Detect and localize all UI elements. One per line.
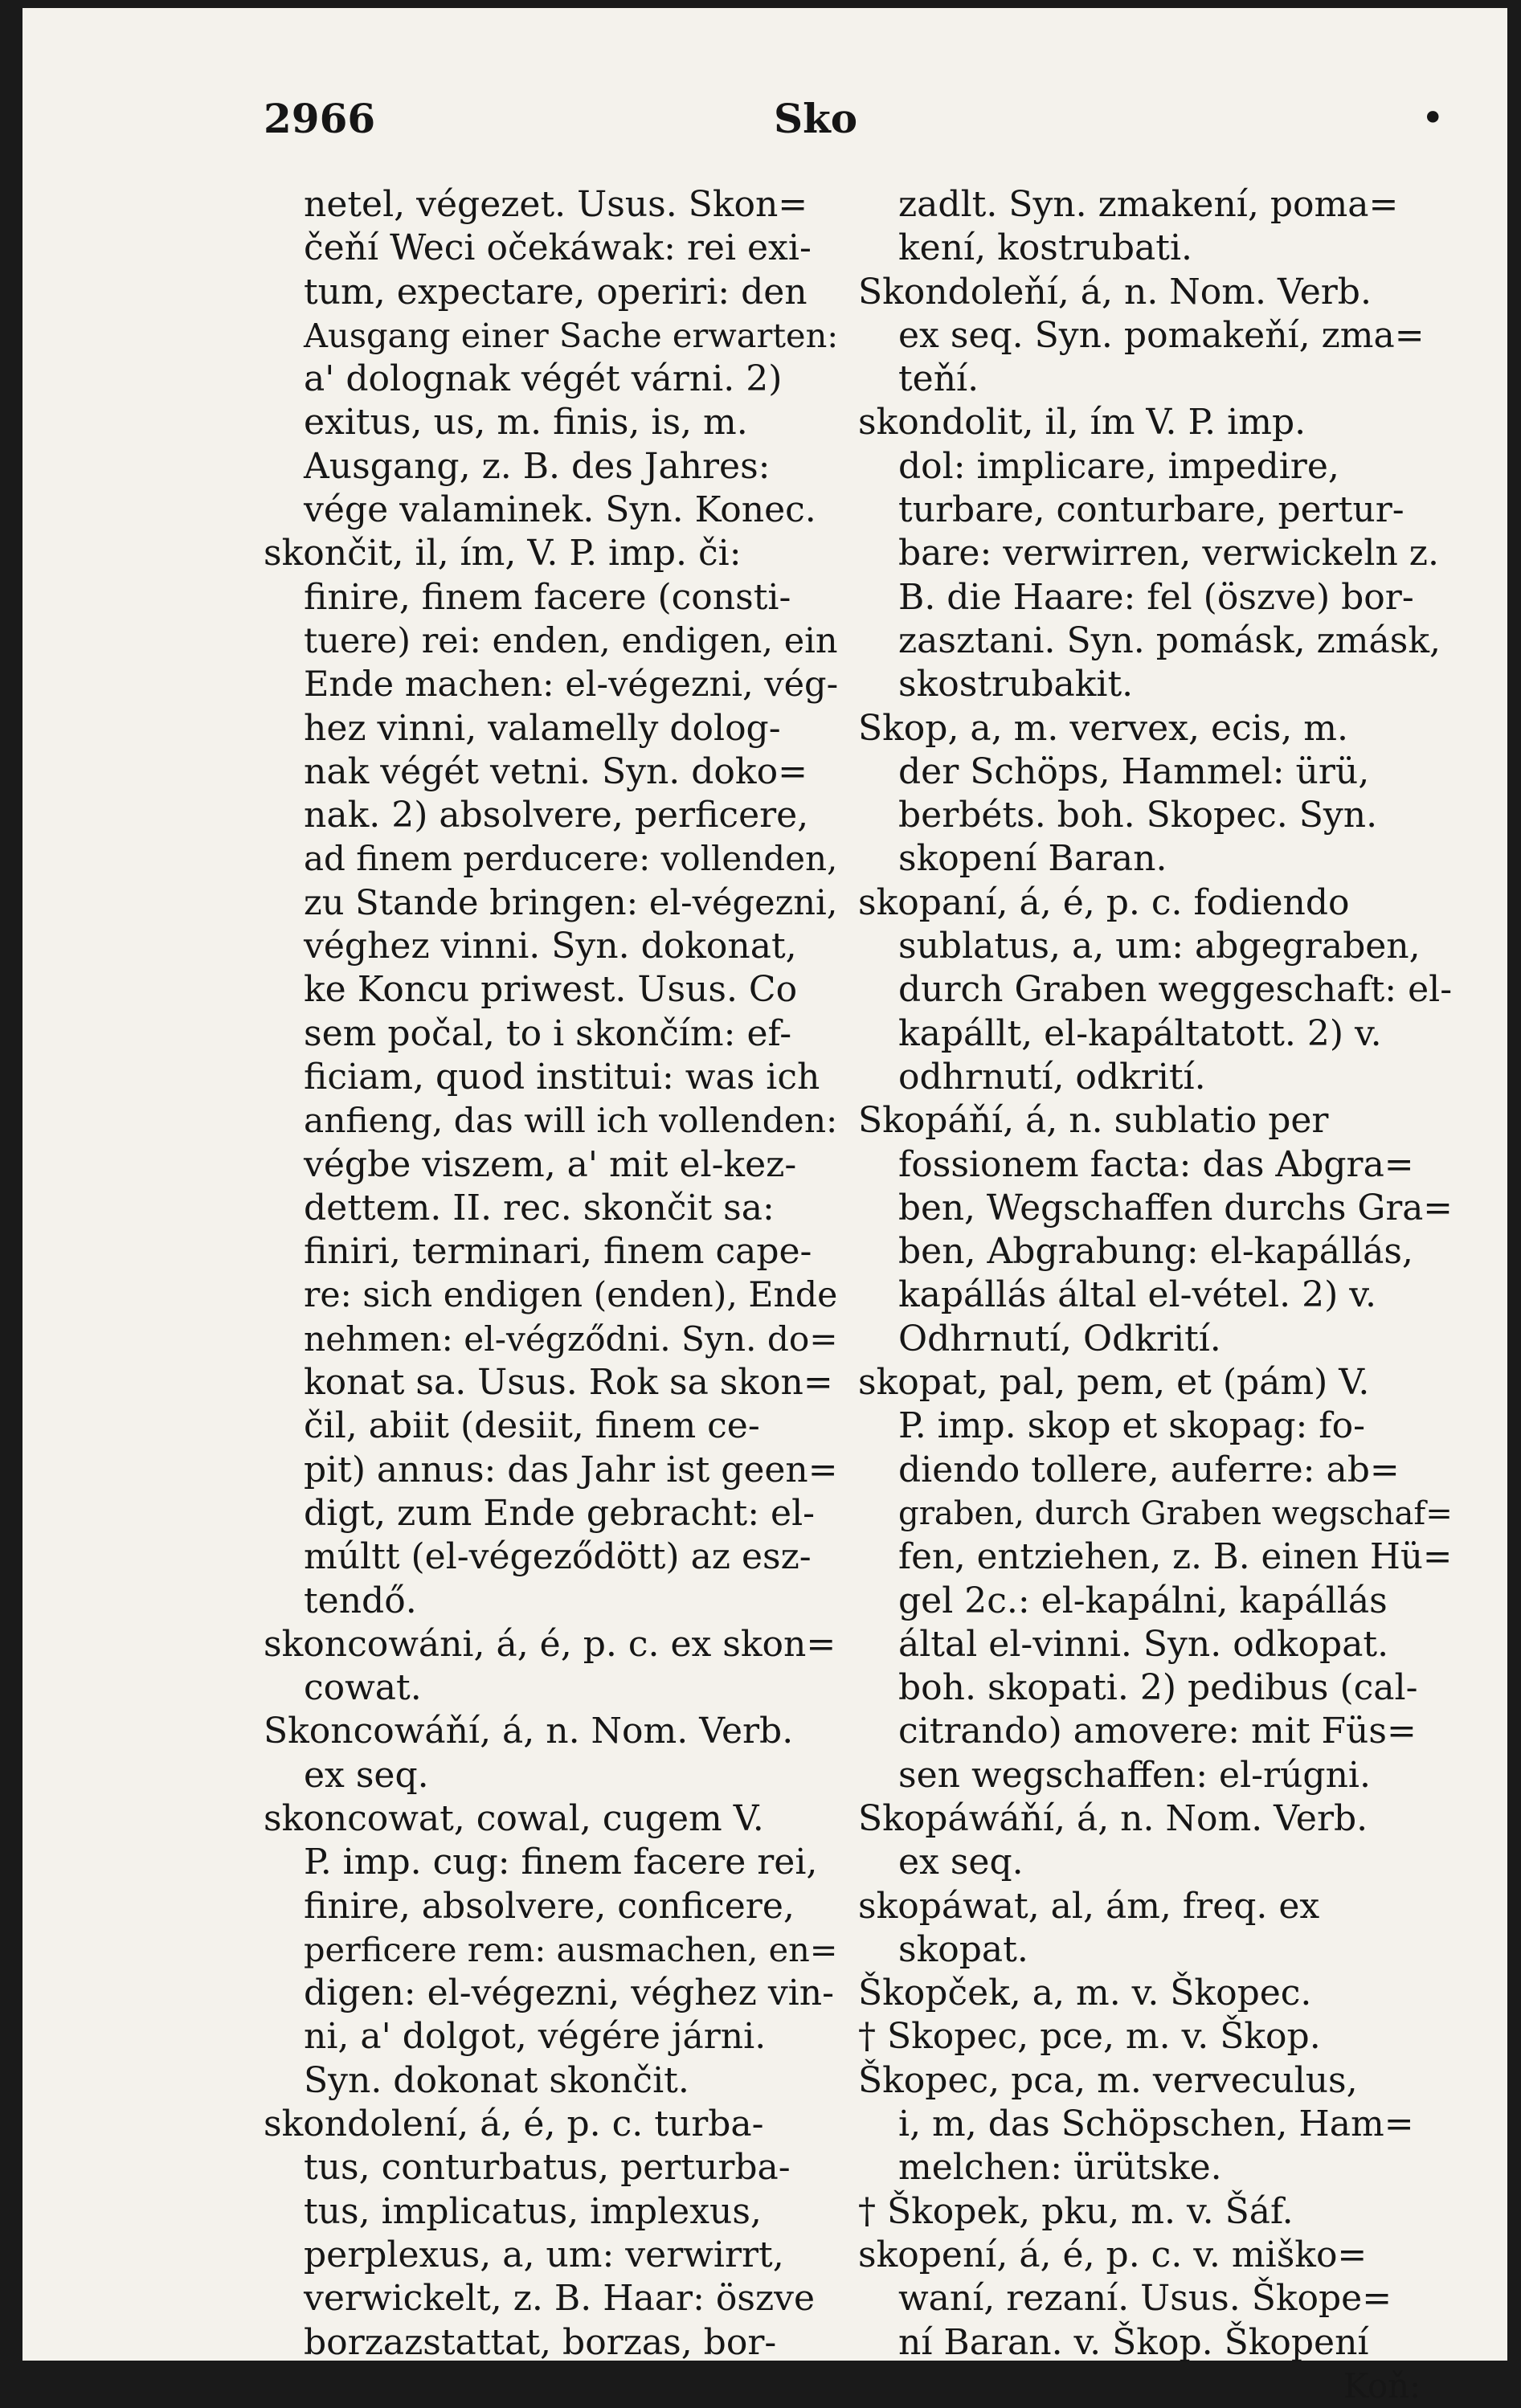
text-line: digen: el-végezni, véghez vin-: [304, 1973, 834, 2014]
text-line: nak. 2) absolvere, perficere,: [304, 795, 809, 836]
text-line: Skop, a, m. vervex, ecis, m.: [858, 707, 1348, 749]
text-line: graben, durch Graben wegschaf=: [898, 1494, 1453, 1532]
text-line: dettem. II. rec. skončit sa:: [304, 1187, 775, 1229]
text-line: perplexus, a, um: verwirrt,: [304, 2234, 784, 2275]
text-line: hez vinni, valamelly dolog-: [304, 707, 781, 749]
text-line: gel 2c.: el-kapálni, kapállás: [898, 1580, 1388, 1621]
page-number: 2966: [264, 95, 376, 142]
text-line: turbare, conturbare, pertur-: [898, 489, 1404, 531]
text-line: Skopáňí, á, n. sublatio per: [858, 1100, 1329, 1142]
text-line: cowat.: [304, 1667, 422, 1709]
text-line: Odhrnutí, Odkrití.: [898, 1318, 1221, 1359]
text-line: zadlt. Syn. zmakení, poma=: [898, 184, 1399, 225]
text-line: vége valaminek. Syn. Konec.: [304, 489, 816, 531]
text-line: Ausgang, z. B. des Jahres:: [304, 445, 771, 487]
text-line: fossionem facta: das Abgra=: [898, 1143, 1414, 1185]
text-line: tus, conturbatus, perturba-: [304, 2147, 791, 2189]
text-line: tendő.: [304, 1580, 417, 1621]
text-line: verwickelt, z. B. Haar: öszve: [304, 2278, 816, 2320]
text-line: skopáwat, al, ám, freq. ex: [858, 1885, 1320, 1927]
running-head: Sko: [774, 95, 858, 142]
text-line: finire, finem facere (consti-: [304, 576, 791, 618]
text-line: B. die Haare: fel (öszve) bor-: [898, 576, 1414, 618]
text-line: čeňí Weci očekáwak: rei exi-: [304, 227, 812, 269]
text-line: kapállt, el-kapáltatott. 2) v.: [898, 1012, 1382, 1054]
header-mark: •: [1421, 95, 1445, 141]
text-line: anfieng, das will ich vollenden:: [304, 1101, 838, 1141]
text-line: skondolení, á, é, p. c. turba-: [264, 2103, 764, 2145]
text-line: re: sich endigen (enden), Ende: [304, 1275, 838, 1316]
text-line: kapállás által el-vétel. 2) v.: [898, 1274, 1376, 1316]
text-line: i, m, das Schöpschen, Ham=: [898, 2103, 1414, 2145]
text-line: ní Baran. v. Škop. Škopení: [898, 2321, 1369, 2363]
text-line: durch Graben weggeschaft: el-: [898, 969, 1453, 1011]
text-line: Syn. dokonat skončit.: [304, 2059, 689, 2101]
text-line: skopaní, á, é, p. c. fodiendo: [858, 881, 1350, 923]
text-line: ke Koncu priwest. Usus. Co: [304, 969, 798, 1011]
left-column: [264, 183, 838, 2365]
text-line: skoncowat, cowal, cugem V.: [264, 1797, 764, 1839]
text-line: Skoncowáňí, á, n. Nom. Verb.: [264, 1711, 794, 1752]
text-line: diendo tollere, auferre: ab=: [898, 1449, 1400, 1490]
text-line: berbéts. boh. Skopec. Syn.: [898, 795, 1378, 836]
text-line: perficere rem: ausmachen, en=: [304, 1930, 838, 1969]
text-line: skondolit, il, ím V. P. imp.: [858, 402, 1306, 444]
text-line: véghez vinni. Syn. dokonat,: [304, 926, 797, 967]
text-line: ben, Abgrabung: el-kapállás,: [898, 1231, 1413, 1273]
text-line: tus, implicatus, implexus,: [304, 2190, 762, 2232]
text-line: zu Stande bringen: el-végezni,: [304, 882, 838, 923]
text-line: † Skopec, pce, m. v. Škop.: [858, 2016, 1321, 2058]
text-line: borzazstattat, borzas, bor-: [304, 2321, 777, 2363]
text-line: ex seq. Syn. pomakeňí, zma=: [898, 314, 1425, 356]
text-line: konat sa. Usus. Rok sa skon=: [304, 1362, 833, 1404]
text-line: Škopček, a, m. v. Škopec.: [858, 1973, 1312, 2014]
right-column: [858, 183, 1453, 2408]
text-line: tum, expectare, operiri: den: [304, 271, 808, 313]
text-line: waní, rezaní. Usus. Škope=: [898, 2278, 1392, 2320]
text-line: † Škopek, pku, m. v. Šáf.: [858, 2190, 1294, 2232]
page-header: [264, 95, 1445, 151]
text-line: boh. skopati. 2) pedibus (cal-: [898, 1667, 1418, 1709]
text-line: melchen: ürütske.: [898, 2147, 1222, 2189]
text-line: skopat, pal, pem, et (pám) V.: [858, 1362, 1370, 1404]
text-line: pit) annus: das Jahr ist geen=: [304, 1449, 838, 1490]
text-line: skopení, á, é, p. c. v. miško=: [858, 2234, 1368, 2275]
text-line: finiri, terminari, finem cape-: [304, 1231, 812, 1273]
text-line: sublatus, a, um: abgegraben,: [898, 926, 1421, 967]
text-line: bare: verwirren, verwickeln z.: [898, 533, 1439, 574]
dictionary-page: [22, 8, 1507, 2406]
text-line: múltt (el-végeződött) az esz-: [304, 1536, 812, 1578]
text-line: nak végét vetni. Syn. doko=: [304, 750, 808, 792]
text-line: čil, abiit (desiit, finem ce-: [304, 1405, 760, 1447]
text-line: sem počal, to i skončím: ef-: [304, 1012, 792, 1054]
text-line: ex seq.: [898, 1842, 1024, 1883]
text-line: kení, kostrubati.: [898, 227, 1193, 269]
text-line: citrando) amovere: mit Füs=: [898, 1711, 1417, 1752]
text-line: odhrnutí, odkrití.: [898, 1056, 1206, 1098]
text-line: ni, a' dolgot, végére járni.: [304, 2016, 767, 2058]
text-line: skoncowáni, á, é, p. c. ex skon=: [264, 1623, 836, 1665]
text-line: skončit, il, ím, V. P. imp. či:: [264, 533, 742, 574]
text-line: sen wegschaffen: el-rúgni.: [898, 1754, 1371, 1796]
text-line: dol: implicare, impedire,: [898, 445, 1339, 487]
text-line: tuere) rei: enden, endigen, ein: [304, 620, 838, 661]
text-line: Škopec, pca, m. verveculus,: [858, 2059, 1358, 2101]
text-line: skostrubakit.: [898, 664, 1134, 705]
text-line: a' dolognak végét várni. 2): [304, 358, 783, 400]
text-line: netel, végezet. Usus. Skon=: [304, 184, 808, 225]
text-line: skopení Baran.: [898, 838, 1167, 880]
text-line: ben, Wegschaffen durchs Gra=: [898, 1187, 1453, 1229]
text-line: Skondoleňí, á, n. Nom. Verb.: [858, 271, 1372, 313]
text-line: Koň:: [1343, 2365, 1421, 2406]
text-line: Ausgang einer Sache erwarten:: [304, 315, 839, 355]
text-line: által el-vinni. Syn. odkopat.: [898, 1623, 1389, 1665]
text-line: fen, entziehen, z. B. einen Hü=: [898, 1537, 1453, 1578]
text-line: skopat.: [898, 1928, 1028, 1970]
text-line: der Schöps, Hammel: ürü,: [898, 750, 1370, 792]
text-line: exitus, us, m. finis, is, m.: [304, 402, 748, 444]
text-line: ex seq.: [304, 1754, 429, 1796]
text-line: ad finem perducere: vollenden,: [304, 839, 838, 879]
text-line: ficiam, quod institui: was ich: [304, 1056, 820, 1098]
text-line: P. imp. skop et skopag: fo-: [898, 1405, 1365, 1447]
text-line: finire, absolvere, conficere,: [304, 1885, 795, 1927]
text-line: P. imp. cug: finem facere rei,: [304, 1842, 818, 1883]
text-line: nehmen: el-végződni. Syn. do=: [304, 1318, 838, 1359]
text-line: teňí.: [898, 358, 979, 400]
text-line: Ende machen: el-végezni, vég-: [304, 664, 839, 705]
text-line: végbe viszem, a' mit el-kez-: [304, 1143, 797, 1185]
text-line: zasztani. Syn. pomásk, zmásk,: [898, 619, 1441, 661]
text-line: Skopáwáňí, á, n. Nom. Verb.: [858, 1797, 1368, 1839]
text-line: digt, zum Ende gebracht: el-: [304, 1492, 816, 1534]
